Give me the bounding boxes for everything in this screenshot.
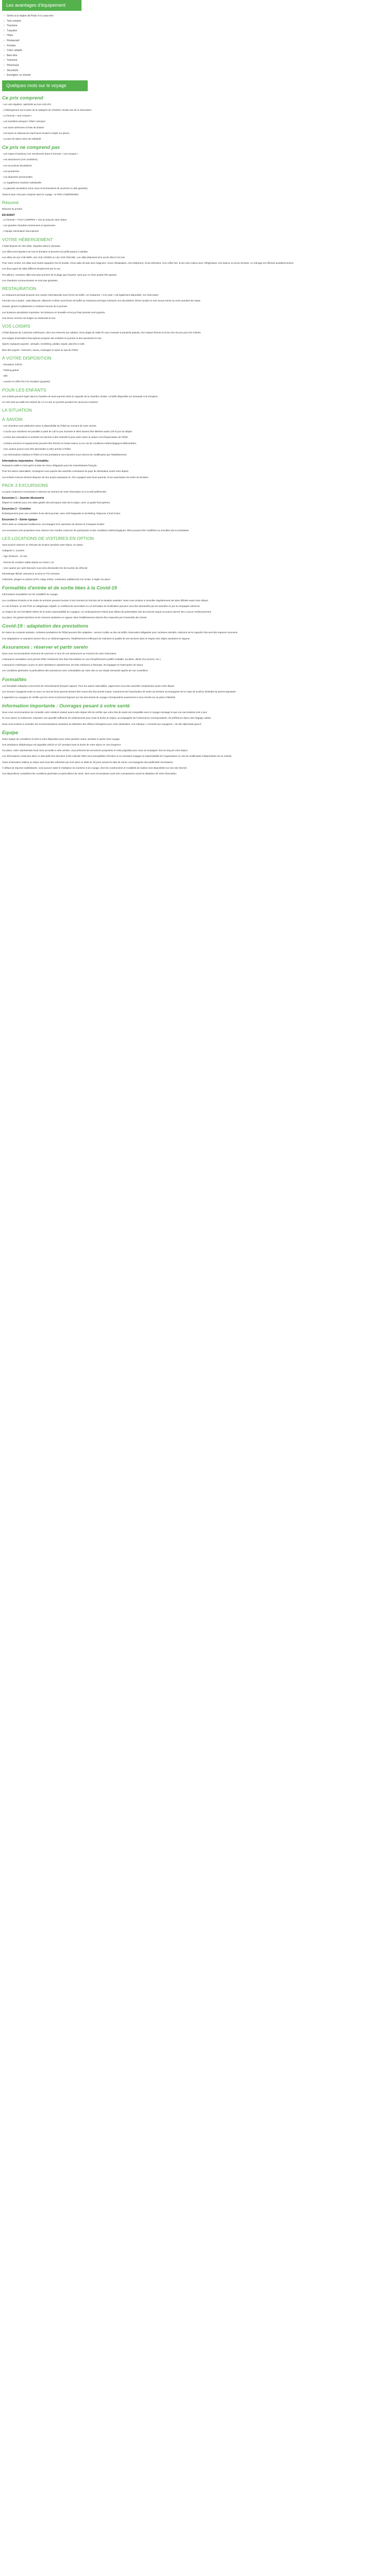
section-paragraph: Kilométrage illimité, assurance au tiers et TVA incluses. xyxy=(2,572,60,575)
section-paragraph: Le respect de ces formalités relève de la seule responsabilité du voyageur. Un embarquement refusé pour défaut de présentation des documents requis ne pourra donner lieu à aucun remboursement. xyxy=(2,610,212,613)
section-paragraph: Les mineurs voyageant seuls ou avec un seul de leurs parents doivent être munis des documents requis, notamment de l'autorisation de sortie du territoire accompagnée de la copie de la pièce d'identité du parent signataire. xyxy=(2,690,237,693)
advantage-label: Hôtel xyxy=(7,34,13,38)
advantage-item xyxy=(3,39,389,44)
section-paragraph: - Le formule « TOUT COMPRIS » tout au long de votre séjour xyxy=(2,218,67,221)
advantage-label: Restaurant xyxy=(7,39,20,42)
advantage-label: Tourisme xyxy=(7,24,18,28)
section-paragraph: Les villas sont réparties sur tout le domaine et peuvent accueillir jusqu'à 3 adultes. xyxy=(2,250,89,253)
section-subheading: À VOTRE DISPOSITION xyxy=(2,355,52,361)
section-paragraph: Pour les autres nationalités, renseignez-vous auprès des autorités consulaires du pays de destination avant votre départ. xyxy=(2,470,129,473)
section-paragraph: - Certains services et équipements peuvent être fermés en basse saison ou en cas de conditions météorologiques défavorables. xyxy=(2,442,137,445)
check-icon: ✓ xyxy=(3,63,6,67)
advantage-item xyxy=(3,58,389,63)
trip-info-banner: Quelques mots sur le voyage xyxy=(2,80,88,91)
section-label: Informations importantes : Formalités xyxy=(2,460,49,463)
section-label: Excursion 1 – Journée découverte xyxy=(2,497,44,500)
section-paragraph: En raison du contexte sanitaire, certaines prestations de l'hôtel peuvent être adaptées : service à table au lieu du buffet, réservation obligatoire pour certaines activités, réduction de la capacité d'accueil des espaces communs. xyxy=(2,631,238,634)
check-icon: ✓ xyxy=(3,39,6,42)
section-heading: Formalités xyxy=(2,676,27,682)
section-paragraph: Toute la taxe n'est pas comprise dans le voyage : le PRIX COMPRENDS xyxy=(2,193,79,196)
advantage-label: Bien-être xyxy=(7,54,18,57)
section-paragraph: Une tenue correcte est exigée au restaurant le soir. xyxy=(2,316,56,319)
section-paragraph: L'assurance annulation vous permet d'être remboursé des frais d'annulation en cas d'empêchement justifié (maladie, accident, décès d'un proche, etc.). xyxy=(2,657,161,660)
section-paragraph: Les conditions d'entrée et de sortie du territoire peuvent évoluer à tout moment en fonction de la situation sanitaire. Nous vous invitons à consulter régulièrement les sites officiels avant votre départ. xyxy=(2,599,209,602)
check-icon: ✓ xyxy=(3,59,6,62)
section-heading: Ce prix ne comprend pas xyxy=(2,144,60,150)
section-paragraph: - Laverie et coffre-fort à la réception (payants) xyxy=(2,380,51,383)
section-paragraph: Passeport valide 6 mois après la date de retour obligatoire pour les ressortissants français. xyxy=(2,464,97,467)
section-paragraph: Les conditions générales et particulières des assurances sont consultables sur notre site ou sur simple demande auprès de nos conseillers. xyxy=(2,669,149,672)
section-paragraph: - Les informations relatives à l'hôtel et à ses prestations sont données sous réserve de modification par l'établissement. xyxy=(2,453,127,456)
section-paragraph: - Âge minimum : 21 ans xyxy=(2,555,27,558)
section-paragraph: - Une caution pourra vous être demandée à votre arrivée à l'hôtel. xyxy=(2,447,71,450)
section-paragraph: Sports nautiques payants : plongée, snorkeling, pédalo, kayak, planche à voile. xyxy=(2,343,85,346)
advantage-label: Cœur adapté xyxy=(7,49,22,53)
section-paragraph: - La liste des animations et activités est donnée à titre indicatif et peut varier selon la saison et la fréquentation de l'hôtel. xyxy=(2,436,128,439)
section-paragraph: - L'accès aux chambres est possible à partir de 14h le jour d'arrivée et elles doivent être libérées avant 12h le jour du départ. xyxy=(2,430,133,433)
section-paragraph: Nous vous recommandons vivement de souscrire à l'une de nos assurances au moment de votre réservation. xyxy=(2,652,117,655)
section-paragraph: - Le supplément chambre individuelle xyxy=(2,181,42,184)
section-paragraph: Les villas ont une VUE MER, une VUE JARDIN ou une VUE PISCINE. Les villas disposent d'un accès direct à la mer. xyxy=(2,256,126,259)
section-subheading: À SAVOIR xyxy=(2,417,23,422)
section-paragraph: Informations actualisées sur les modalités de voyage. xyxy=(2,593,59,596)
section-paragraph: Une équipe d'animation francophone propose des activités en journée et des spectacles le soir. xyxy=(2,337,102,340)
check-icon: ✓ xyxy=(3,49,6,53)
section-paragraph: Vous pouvez réserver un véhicule de location pendant votre séjour, en option. xyxy=(2,543,84,546)
section-paragraph: Les chambres communicantes ne sont pas garanties. xyxy=(2,279,58,282)
section-paragraph: Si vous suivez un traitement, emportez une quantité suffisante de médicaments pour toute la durée du séjour, accompagnée de l'ordonnance correspondante, de préférence dans votre bagage cabine. xyxy=(2,717,212,720)
section-paragraph: L'hôtel dispose de 2 piscines extérieures, dont une réservée aux adultes, d'une plage de sable fin avec transats et parasols gratuits, d'un espace fitness et d'une aire de jeux pour les enfants. xyxy=(2,331,202,334)
advantage-label: Enseigner ce chemin xyxy=(7,74,31,77)
section-paragraph: Pour votre confort, les villas sont toutes équipées d'un lit double, d'une salle de bain avec baignoire, d'une climatisation, d'un téléphone, d'une télévision, d'un coffre-fort, d'une mini-cuisine avec réfrigérateur, d'un balcon ou d'une terrasse. Le ménage est effectué quotidiennement. xyxy=(2,262,294,265)
section-paragraph: Les excursions sont proposées sous réserve d'un nombre minimum de participants et des conditions météorologiques. Elles peuvent être modifiées ou annulées par le prestataire. xyxy=(2,529,190,532)
section-paragraph: - Les pourboires xyxy=(2,170,20,173)
section-paragraph: Carburant, péages et options (GPS, siège enfant, conducteur additionnel) non inclus, à régler sur place. xyxy=(2,578,111,581)
section-paragraph: - La formule « tout compris » xyxy=(2,114,32,117)
section-heading: Équipe xyxy=(2,729,19,735)
advantage-item xyxy=(3,19,389,24)
advantage-item xyxy=(3,29,389,34)
section-paragraph: - L'hébergement sur la base de la catégorie de chambre choisie lors de la réservation xyxy=(2,108,92,111)
section-paragraph: - Permis de conduire valide depuis au moins 1 an xyxy=(2,561,54,564)
section-paragraph: Bien-être payant : hammam, sauna, massages et soins au spa de l'hôtel. xyxy=(2,348,79,351)
check-icon: ✓ xyxy=(3,14,6,18)
advantage-label: Gérés à la région de Paris il n'y aura rien xyxy=(7,14,54,18)
section-paragraph: - Les dépenses personnelles xyxy=(2,175,32,178)
section-paragraph: - Les chambres sont attribuées selon la disponibilité de l'hôtel au moment de votre arrivée. xyxy=(2,425,97,428)
check-icon: ✓ xyxy=(3,24,6,28)
advantage-item xyxy=(3,63,389,69)
check-icon: ✓ xyxy=(3,54,6,57)
section-paragraph: L'assurance multirisque couvre en plus l'assistance rapatriement, les frais médicaux à l'étranger, les bagages et l'interruption de séjour. xyxy=(2,664,144,667)
advantage-item xyxy=(3,24,389,29)
section-label: EN AVANT xyxy=(2,213,15,217)
advantage-item xyxy=(3,48,389,54)
section-paragraph: - Les assurances (voir conditions) xyxy=(2,158,38,161)
section-label: Excursion 3 – Soirée typique xyxy=(2,518,38,522)
advantage-label: Transfert xyxy=(7,29,18,32)
section-subheading: VOS LOISIRS xyxy=(2,324,30,329)
section-paragraph: Les enfants peuvent loger dans la chambre de leurs parents selon la capacité de la chambre choisie. Lit bébé disponible sur demande à la réception. xyxy=(2,395,158,398)
section-paragraph: Les boissons alcoolisées importées, les boissons en bouteille et les jus frais pressés sont payants. xyxy=(2,311,106,314)
section-paragraph: Résumé du produit xyxy=(2,207,22,210)
advantages-list xyxy=(3,14,389,78)
advantage-label: Premier xyxy=(7,44,16,47)
page xyxy=(0,0,391,775)
section-paragraph: - La taxe de séjour et/ou de solidarité xyxy=(2,137,41,140)
section-paragraph: Embarquement pour une croisière d'une demi-journée, avec arrêt baignade et snorkeling. Déjeuner à bord inclus. xyxy=(2,512,121,515)
advantages-banner: Les avantages d'équipement xyxy=(2,0,82,11)
section-subheading: LA SITUATION xyxy=(2,408,32,413)
section-paragraph: Les enfants mineurs doivent disposer de leur propre passeport et, s'ils voyagent sans leurs parents, d'une autorisation de sortie du territoire. xyxy=(2,476,149,479)
check-icon: ✓ xyxy=(3,29,6,32)
check-icon: ✓ xyxy=(3,34,6,38)
advantage-item xyxy=(3,33,389,39)
section-paragraph: - Une caution par carte bancaire vous sera demandée lors de la prise du véhicule xyxy=(2,566,88,569)
section-paragraph: - Les transferts aéroport / hôtel / aéroport xyxy=(2,120,45,123)
section-paragraph: Le pack comprend 3 excursions à réserver au moment de votre réservation et à un tarif préférentiel. xyxy=(2,490,107,493)
section-paragraph: - Les repas et boissons non mentionnés dans la formule « tout compris » xyxy=(2,152,79,156)
section-paragraph: Les informations contenues dans ce descriptif sont données à titre indicatif. Elles sont susceptibles d'évoluer et ne sauraient engager la responsabilité de l'organisateur en cas de modification indépendante de sa volonté. xyxy=(2,755,232,758)
section-paragraph: Il appartient au voyageur de vérifier que les noms et prénoms figurant sur ses documents de voyage correspondent exactement à ceux inscrits sur sa pièce d'identité. xyxy=(2,696,176,699)
section-paragraph: Formule tout compris : petit déjeuner, déjeuner et dîner sous forme de buffet au restaurant principal, boissons non alcoolisées, bières locales et vins locaux servis au verre pendant les repas. xyxy=(2,299,201,302)
section-paragraph: Snacks, glaces et pâtisseries à certaines heures de la journée. xyxy=(2,305,68,308)
section-paragraph: - Les taxes aériennes et frais de dossier xyxy=(2,126,44,129)
advantage-label: Taxi compris xyxy=(7,19,21,23)
section-paragraph: Le restaurant principal propose une cuisine internationale sous forme de buffet. Un restaurant « à la carte » est également disponible, sur réservation. xyxy=(2,294,159,296)
section-subheading: RESTAURATION xyxy=(2,286,37,291)
advantage-label: Pharmacie xyxy=(7,63,20,67)
section-paragraph: - Réception 24h/24 xyxy=(2,363,22,366)
advantage-item xyxy=(3,54,389,59)
section-heading: Formalités d'entrée et de sortie liées à la Covid-19 xyxy=(2,585,117,591)
section-paragraph: Toute réclamation relative au séjour doit nous être adressée par écrit dans un délai de 30 jours suivant la date de retour, accompagnée des justificatifs nécessaires. xyxy=(2,760,174,764)
advantage-label: Tourisme xyxy=(7,59,18,62)
section-paragraph: Ces adaptations ne sauraient donner lieu à un dédommagement, l'établissement s'efforçant de maintenir la qualité de ses services dans le respect des règles sanitaires en vigueur. xyxy=(2,637,190,640)
section-paragraph: Sur place, les gestes barrières et les mesures sanitaires en vigueur dans l'établissement doivent être respectés par l'ensemble des clients. xyxy=(2,616,148,619)
section-paragraph: Les deux types de villas diffèrent simplement par la vue. xyxy=(2,267,61,270)
section-paragraph: - Les taxes et redevances (sauf taxes locales à régler sur place) xyxy=(2,131,70,134)
section-paragraph: Nous vous invitons à consulter les recommandations sanitaires du Ministère des Affaires étrangères pour votre destination, à la rubrique « Conseils aux voyageurs » du site diplomatie.gouv.fr. xyxy=(2,722,202,725)
section-heading: Information importante : Ouvrages pesant à votre santé xyxy=(2,703,130,709)
advantage-item xyxy=(3,69,389,74)
section-paragraph: - Wifi xyxy=(2,375,8,378)
section-paragraph: Le cas échéant, un test PCR ou antigénique négatif, un certificat de vaccination ou un formulaire de localisation peuvent vous être demandés par les autorités ou par la compagnie aérienne. xyxy=(2,604,201,607)
section-subheading: LES LOCATIONS DE VOITURES EN OPTION xyxy=(2,535,94,541)
section-label: Excursion 2 – Croisière xyxy=(2,507,31,511)
section-paragraph: Dîner dans un restaurant traditionnel, accompagné d'un spectacle de danses et musiques locales. xyxy=(2,523,105,526)
section-subheading: POUR LES ENFANTS xyxy=(2,387,46,393)
section-paragraph: À défaut de réponse satisfaisante, vous pouvez saisir le médiateur du tourisme et du voyage, dont les coordonnées et modalités de saisine sont disponibles sur son site internet. xyxy=(2,766,188,769)
section-paragraph: Notre équipe de conseillers se tient à votre disposition pour toute question avant, pendant et après votre voyage. xyxy=(2,737,121,740)
section-paragraph: Un mini-club accueille les enfants de 4 à 12 ans en journée pendant les vacances scolaires. xyxy=(2,400,99,403)
advantage-label: Sécurisée xyxy=(7,69,19,72)
check-icon: ✓ xyxy=(3,74,6,77)
check-icon: ✓ xyxy=(3,19,6,23)
advantage-item xyxy=(3,14,389,19)
section-paragraph: L'hôtel dispose de 193 villas, réparties dans le domaine. xyxy=(2,244,61,247)
section-paragraph: Sur place, notre représentant local vous accueille à votre arrivée, vous présente les excursions proposées et reste joignable pour vous accompagner tout au long de votre séjour. xyxy=(2,749,188,752)
advantage-item xyxy=(3,44,389,49)
check-icon: ✓ xyxy=(3,69,6,72)
section-subheading: Résumé xyxy=(2,199,19,205)
section-paragraph: - Les grandes chambres lumineuses et spacieuses xyxy=(2,224,56,227)
section-paragraph: Ces dispositions complètent les conditions générales et particulières de vente, dont vous reconnaissez avoir pris connaissance avant la validation de votre réservation. xyxy=(2,772,177,775)
section-heading: Covid-19 : adaptation des prestations xyxy=(2,623,89,629)
section-paragraph: Les formalités indiquées concernent les ressortissants français majeurs. Pour les autres nationalités, rapprochez-vous des autorités compétentes avant votre départ. xyxy=(2,684,175,687)
content-sections xyxy=(2,95,389,775)
advantage-item xyxy=(3,73,389,78)
section-paragraph: - L'équipe d'animation francophone xyxy=(2,230,39,233)
section-paragraph: - Les vols réguliers, optimisés au tout coût d'ici xyxy=(2,103,51,106)
section-paragraph: Par ailleurs, certaines villas sont plus proches de la plage que d'autres, sans que ce choix puisse être garanti. xyxy=(2,273,117,276)
section-heading: Assurances : réserver et partir serein xyxy=(2,643,88,650)
section-subheading: PACK 3 EXCURSIONS xyxy=(2,482,48,488)
section-paragraph: Nous vous recommandons de consulter votre médecin traitant avant votre départ afin de vérifier que votre état de santé est compatible avec le voyage envisagé et que vos vaccinations sont à jour. xyxy=(2,711,208,714)
section-heading: Ce prix comprend xyxy=(2,94,43,100)
section-paragraph: - La garantie annulation (nous vous recommandons de souscrire à cette garantie) xyxy=(2,187,88,190)
check-icon: ✓ xyxy=(3,44,6,47)
section-paragraph: Une assistance téléphonique est joignable 24h/24 et 7j/7 pendant toute la durée de votre séjour en cas d'urgence. xyxy=(2,743,122,746)
section-paragraph: Catégorie A, 3 portes xyxy=(2,549,25,552)
section-paragraph: Départ en matinée pour une visite guidée des principaux sites de la région, avec un guide francophone. xyxy=(2,501,111,504)
section-subheading: VOTRE HÉBERGEMENT xyxy=(2,236,53,242)
section-paragraph: - Les excursions facultatives xyxy=(2,164,32,167)
section-paragraph: - Parking gratuit xyxy=(2,369,19,372)
